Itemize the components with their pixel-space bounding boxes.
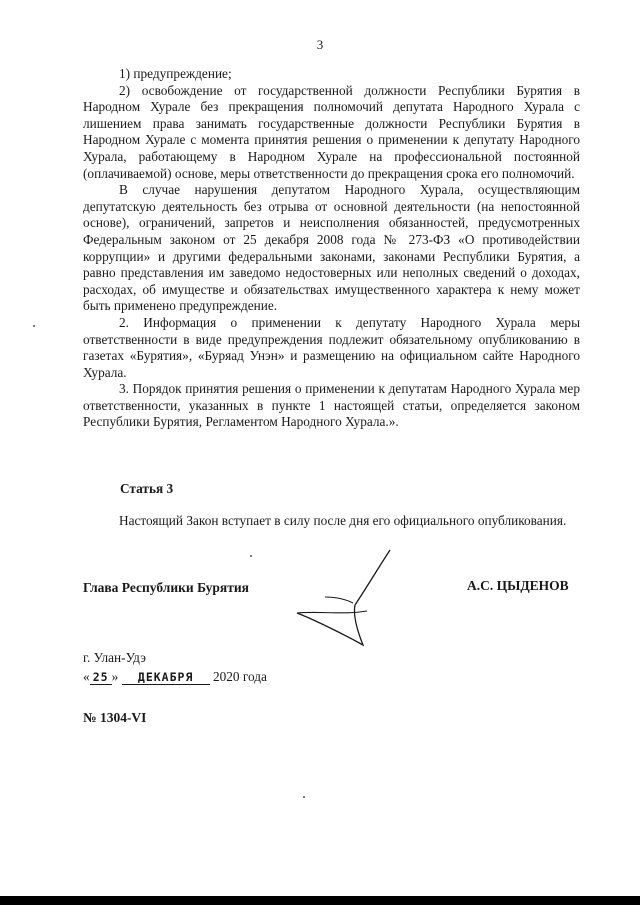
paragraph-publication: 2. Информация о применении к депутату Народного Хурала меры ответственности в виде предупреждения подлежит обязательному опубликованию в газетах «Бурятия», «Буряад Унэн» и размещению на официальном сайте Народного Хурала.	[83, 314, 580, 380]
scan-edge-bar	[0, 896, 640, 905]
article-body	[83, 66, 580, 431]
scan-speck	[303, 796, 305, 798]
date-open-quote: «	[83, 669, 90, 684]
handwritten-signature	[295, 545, 405, 655]
date-year: 2020 года	[212, 669, 267, 684]
enactment-text: Настоящий Закон вступает в силу после дня его официального опубликования.	[119, 513, 567, 528]
signatory-title: Глава Республики Бурятия	[83, 580, 249, 595]
document-number: № 1304-VI	[83, 710, 147, 725]
place-of-signing: г. Улан-Удэ	[83, 650, 146, 665]
scan-speck	[33, 325, 35, 327]
signing-date	[83, 669, 267, 685]
paragraph-procedure: 3. Порядок принятия решения о применении к депутатам Народного Хурала мер ответственности, указанных в пункте 1 настоящей статьи, определяется законом Республики Бурятия, Регламентом Народного Хурала.».	[83, 381, 580, 430]
date-day: 25	[90, 670, 112, 685]
paragraph-violation: В случае нарушения депутатом Народного Хурала, осуществляющим депутатскую деятельность без отрыва от основной деятельности (на непостоянной основе), ограничений, запретов и неисполнения обязанностей, предусмотренных Федеральным законом от 25 декабря 2008 года № 273-ФЗ «О противодействии коррупции» и другими федеральными законами, законами Республики Бурятия, а равно представления им заведомо недостоверных или неполных сведений о доходах, расходах, об имуществе и обязательствах имущественного характера к нему может быть применено предупреждение.	[83, 182, 580, 314]
page-number: 3	[316, 37, 324, 52]
enactment-block	[83, 513, 580, 530]
paragraph-dismissal: 2) освобождение от государственной должности Республики Бурятия в Народном Хурале без прекращения полномочий депутата Народного Хурала с лишением права занимать государственные должности Республики Бурятия в Народном Хурале с момента принятия решения о применении к депутату Народного Хурала, работающему в Народном Хурале на профессиональной постоянной (оплачиваемой) основе, меры ответственности до прекращения срока его полномочий.	[83, 82, 580, 181]
scan-speck	[250, 555, 252, 557]
article-heading: Статья 3	[120, 481, 174, 496]
signatory-name: А.С. ЦЫДЕНОВ	[467, 578, 569, 593]
paragraph-warning: 1) предупреждение;	[119, 66, 232, 81]
date-month: ДЕКАБРЯ	[122, 670, 210, 685]
date-close-quote: »	[111, 669, 119, 684]
